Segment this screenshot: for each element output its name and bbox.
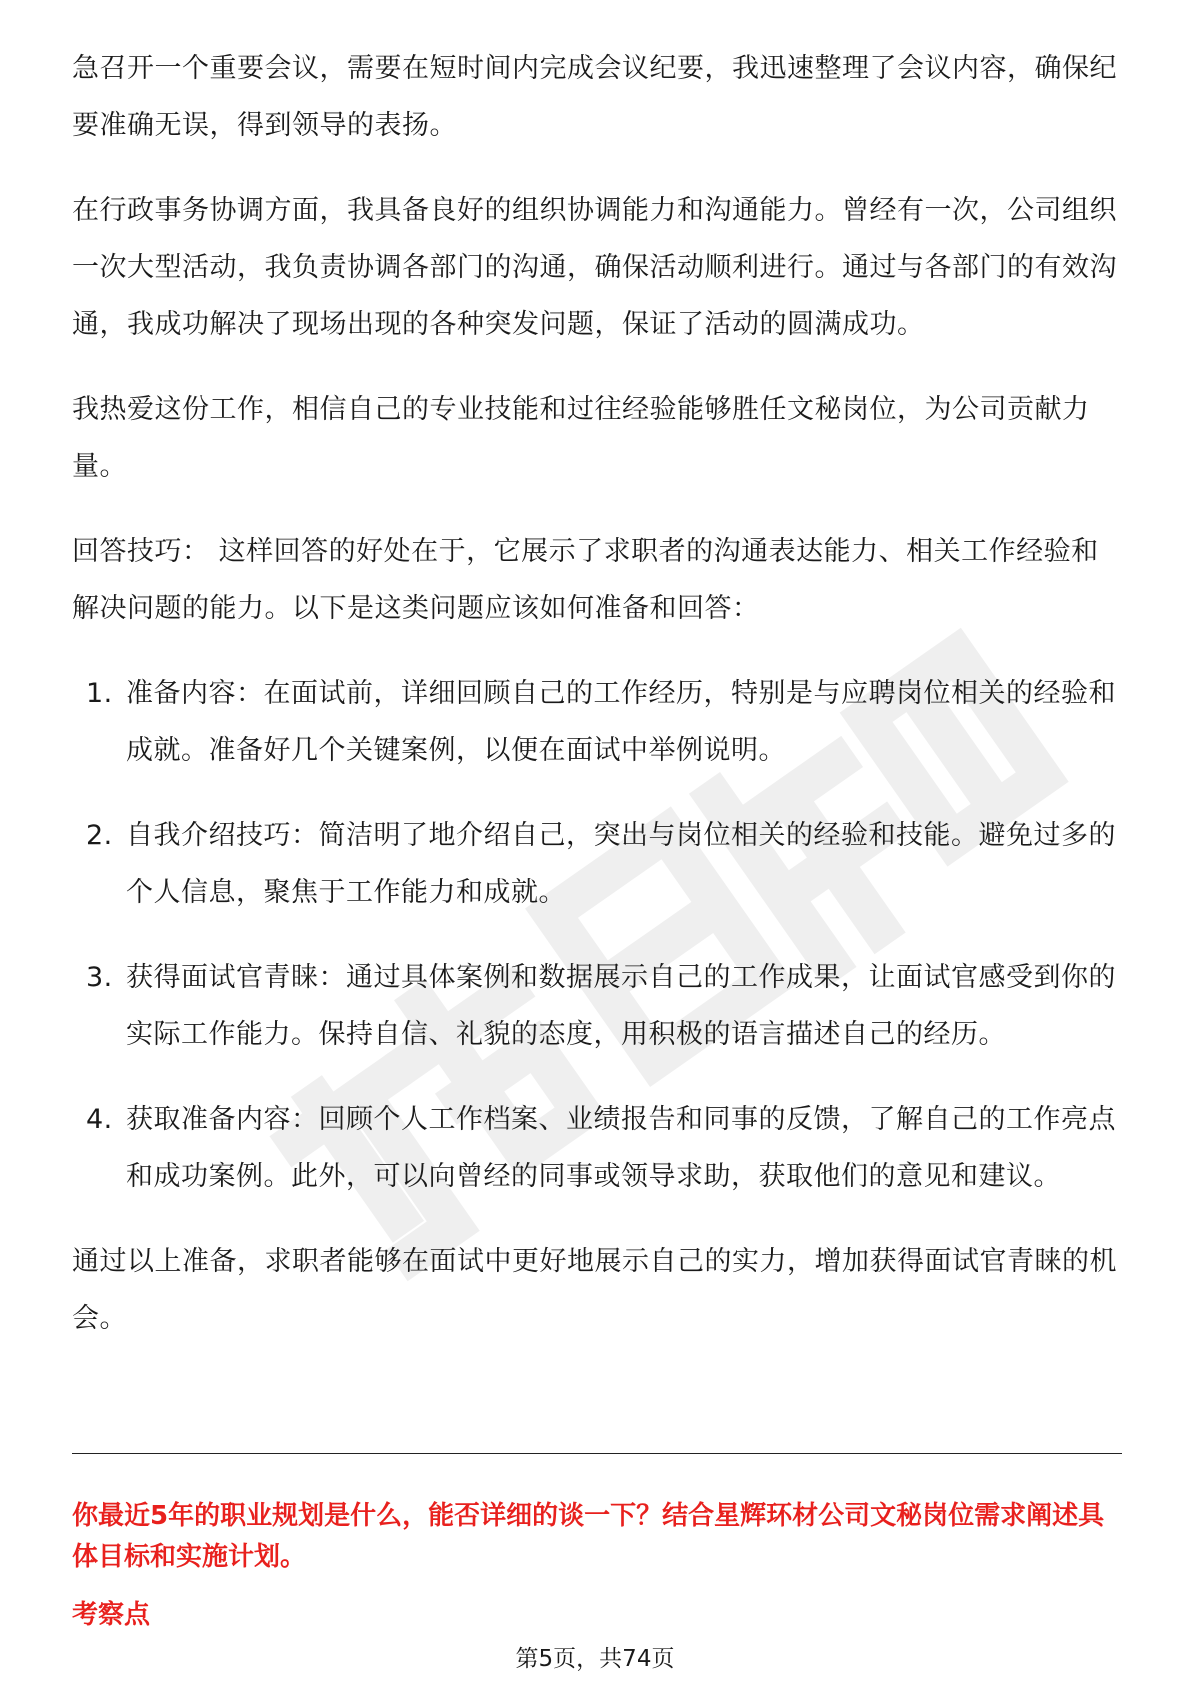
paragraph-passion: 我热爱这份工作，相信自己的专业技能和过往经验能够胜任文秘岗位，为公司贡献力量。 (72, 394, 1090, 482)
paragraph-coordination: 在行政事务协调方面，我具备良好的组织协调能力和沟通能力。曾经有一次，公司组织一次大型活动，我负责协调各部门的沟通，确保活动顺利进行。通过与各部门的有效沟通，我成功解决了现场出现的各种突发问题，保证了活动的圆满成功。 (72, 195, 1117, 340)
page-content (72, 40, 1122, 1375)
list-item (72, 665, 1122, 779)
list-number: 4. (86, 1104, 113, 1135)
list-item (72, 807, 1122, 921)
paragraph-meeting-minutes: 急召开一个重要会议，需要在短时间内完成会议纪要，我迅速整理了会议内容，确保纪要准确无误，得到领导的表扬。 (72, 53, 1117, 141)
interview-question: 你最近5年的职业规划是什么，能否详细的谈一下？结合星辉环材公司文秘岗位需求阐述具体目标和实施计划。 (72, 1501, 1105, 1572)
list-item (72, 1091, 1122, 1205)
list-number: 1. (86, 678, 113, 709)
section-divider (72, 1453, 1122, 1454)
list-number: 2. (86, 820, 113, 851)
paragraph-closing: 通过以上准备，求职者能够在面试中更好地展示自己的实力，增加获得面试官青睐的机会。 (72, 1246, 1117, 1334)
section-heading: 考察点 (72, 1600, 151, 1630)
paragraph-answer-tips: 回答技巧： 这样回答的好处在于，它展示了求职者的沟通表达能力、相关工作经验和解决问题的能力。以下是这类问题应该如何准备和回答： (72, 536, 1099, 624)
preparation-list (72, 665, 1122, 1205)
list-text: 获取准备内容：回顾个人工作档案、业绩报告和同事的反馈，了解自己的工作亮点和成功案例。此外，可以向曾经的同事或领导求助，获取他们的意见和建议。 (126, 1104, 1116, 1192)
page-number-footer: 第5页，共74页 (515, 1646, 675, 1672)
list-text: 获得面试官青睐：通过具体案例和数据展示自己的工作成果，让面试官感受到你的实际工作能力。保持自信、礼貌的态度，用积极的语言描述自己的经历。 (126, 962, 1116, 1050)
list-text: 准备内容：在面试前，详细回顾自己的工作经历，特别是与应聘岗位相关的经验和成就。准备好几个关键案例，以便在面试中举例说明。 (126, 678, 1116, 766)
list-text: 自我介绍技巧：简洁明了地介绍自己，突出与岗位相关的经验和技能。避免过多的个人信息，聚焦于工作能力和成就。 (126, 820, 1116, 908)
list-item (72, 949, 1122, 1063)
list-number: 3. (86, 962, 113, 993)
